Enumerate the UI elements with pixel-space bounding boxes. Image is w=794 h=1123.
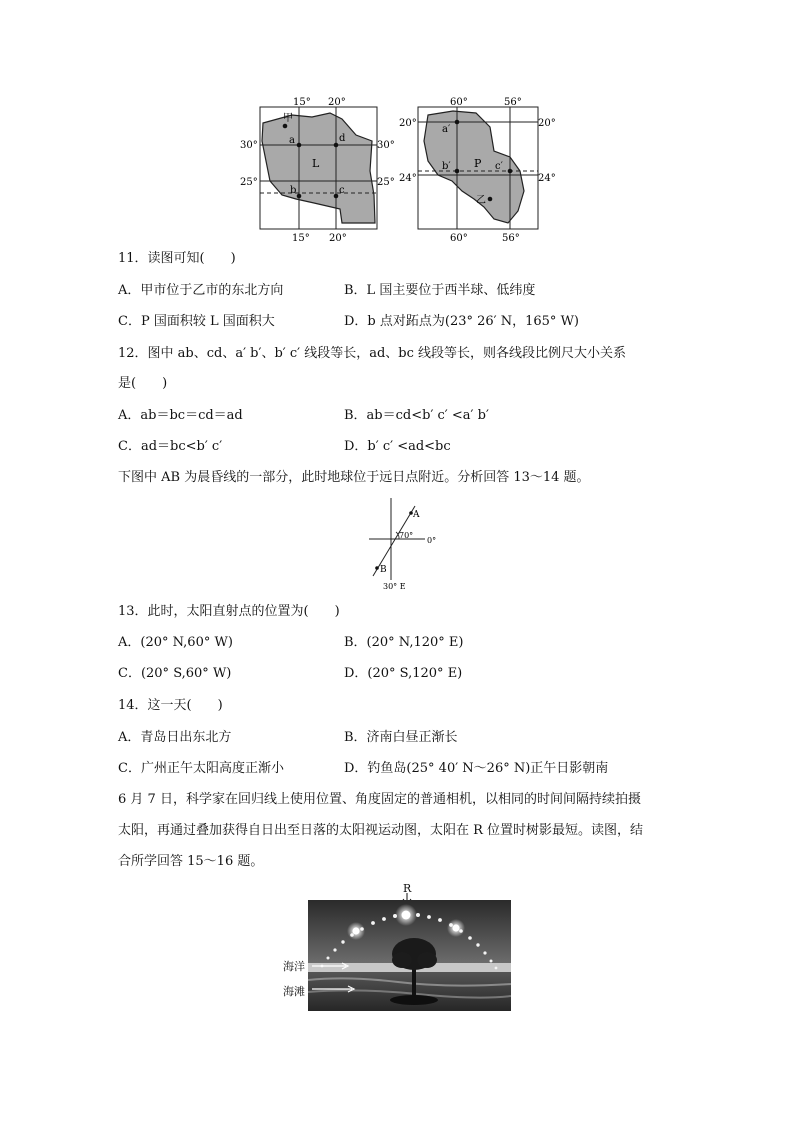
map1-lat-left-30: 30°: [240, 140, 258, 151]
map2-lon-bottom-60: 60°: [450, 233, 468, 244]
q13-option-d: D．(20° S,120° E): [344, 666, 463, 681]
q14-option-a: A．青岛日出东北方: [118, 730, 232, 745]
point-a-label: A: [413, 510, 420, 520]
meridian-label: 30° E: [383, 582, 406, 591]
map-p-country: [398, 95, 568, 245]
map2-lat-left-20: 20°: [399, 118, 417, 129]
map1-city-label: 甲: [283, 113, 293, 124]
map2-lat-right-20: 20°: [538, 118, 556, 129]
map2-lon-bottom-56: 56°: [502, 233, 520, 244]
q13-option-a: A．(20° N,60° W): [118, 635, 233, 650]
map2-point-c-prime: c′: [495, 161, 503, 172]
map2-country-label: P: [474, 157, 482, 170]
q14-stem: 14．这一天( ): [118, 698, 223, 713]
map1-point-c: c: [339, 185, 345, 196]
intro-15-16-line1: 6 月 7 日，科学家在回归线上使用位置、角度固定的普通相机，以相同的时间间隔持续拍摄: [118, 792, 641, 807]
q11-option-a: A．甲市位于乙市的东北方向: [118, 283, 284, 298]
map1-lon-top-20: 20°: [328, 97, 346, 108]
q11-option-c: C．P 国面积较 L 国面积大: [118, 314, 275, 329]
map2-city-label: 乙: [476, 195, 486, 206]
q13-stem: 13．此时，太阳直射点的位置为( ): [118, 604, 340, 619]
q11-option-b: B．L 国主要位于西半球、低纬度: [344, 283, 536, 298]
sun-path-photo: [308, 900, 511, 1011]
map1-country-label: L: [312, 157, 320, 170]
map1-point-a: a: [289, 135, 295, 146]
map1-lon-bottom-15: 15°: [292, 233, 310, 244]
map1-lon-bottom-20: 20°: [329, 233, 347, 244]
map1-point-b: b: [290, 185, 297, 196]
beach-label: 海滩: [283, 985, 305, 998]
q12-option-c: C．ad＝bc<b′ c′: [118, 439, 223, 454]
intro-15-16-line2: 太阳，再通过叠加获得自日出至日落的太阳视运动图，太阳在 R 位置时树影最短。读图，结: [118, 823, 644, 838]
q13-option-b: B．(20° N,120° E): [344, 635, 464, 650]
q12-option-d: D．b′ c′ <ad<bc: [344, 439, 451, 454]
ocean-label: 海洋: [283, 960, 305, 973]
q12-stem-line1: 12．图中 ab、cd、a′ b′、b′ c′ 线段等长，ad、bc 线段等长，则各线段比例尺大小关系: [118, 346, 627, 361]
equator-label: 0°: [427, 536, 437, 545]
q12-option-b: B．ab＝cd<b′ c′ <a′ b′: [344, 408, 489, 423]
map1-lat-right-25: 25°: [377, 177, 395, 188]
map-l-country: [232, 95, 402, 245]
q12-stem-line2: 是( ): [118, 376, 168, 391]
map1-lat-right-30: 30°: [377, 140, 395, 151]
map2-lat-right-24: 24°: [538, 173, 556, 184]
map1-lat-left-25: 25°: [240, 177, 258, 188]
terminator-diagram: [355, 496, 445, 592]
angle-label: 70°: [399, 531, 414, 540]
intro-15-16-line3: 合所学回答 15～16 题。: [118, 854, 264, 869]
q14-option-c: C．广州正午太阳高度正渐小: [118, 761, 284, 776]
map2-lat-left-24: 24°: [399, 173, 417, 184]
map2-lon-top-56: 56°: [504, 97, 522, 108]
q14-option-d: D．钓鱼岛(25° 40′ N～26° N)正午日影朝南: [344, 761, 609, 776]
q14-option-b: B．济南白昼正渐长: [344, 730, 458, 745]
q13-option-c: C．(20° S,60° W): [118, 666, 232, 681]
point-b-label: B: [380, 565, 387, 575]
map1-point-d: d: [339, 133, 346, 144]
map2-point-b-prime: b′: [442, 161, 451, 172]
map1-lon-top-15: 15°: [293, 97, 311, 108]
q11-stem: 11．读图可知( ): [118, 251, 236, 266]
intro-13-14: 下图中 AB 为晨昏线的一部分，此时地球位于远日点附近。分析回答 13～14 题。: [118, 470, 590, 485]
map2-lon-top-60: 60°: [450, 97, 468, 108]
q11-option-d: D．b 点对跖点为(23° 26′ N，165° W): [344, 314, 580, 329]
map2-point-a-prime: a′: [442, 124, 451, 135]
q12-option-a: A．ab＝bc＝cd＝ad: [118, 408, 243, 423]
photo-r-label: R: [403, 882, 412, 895]
